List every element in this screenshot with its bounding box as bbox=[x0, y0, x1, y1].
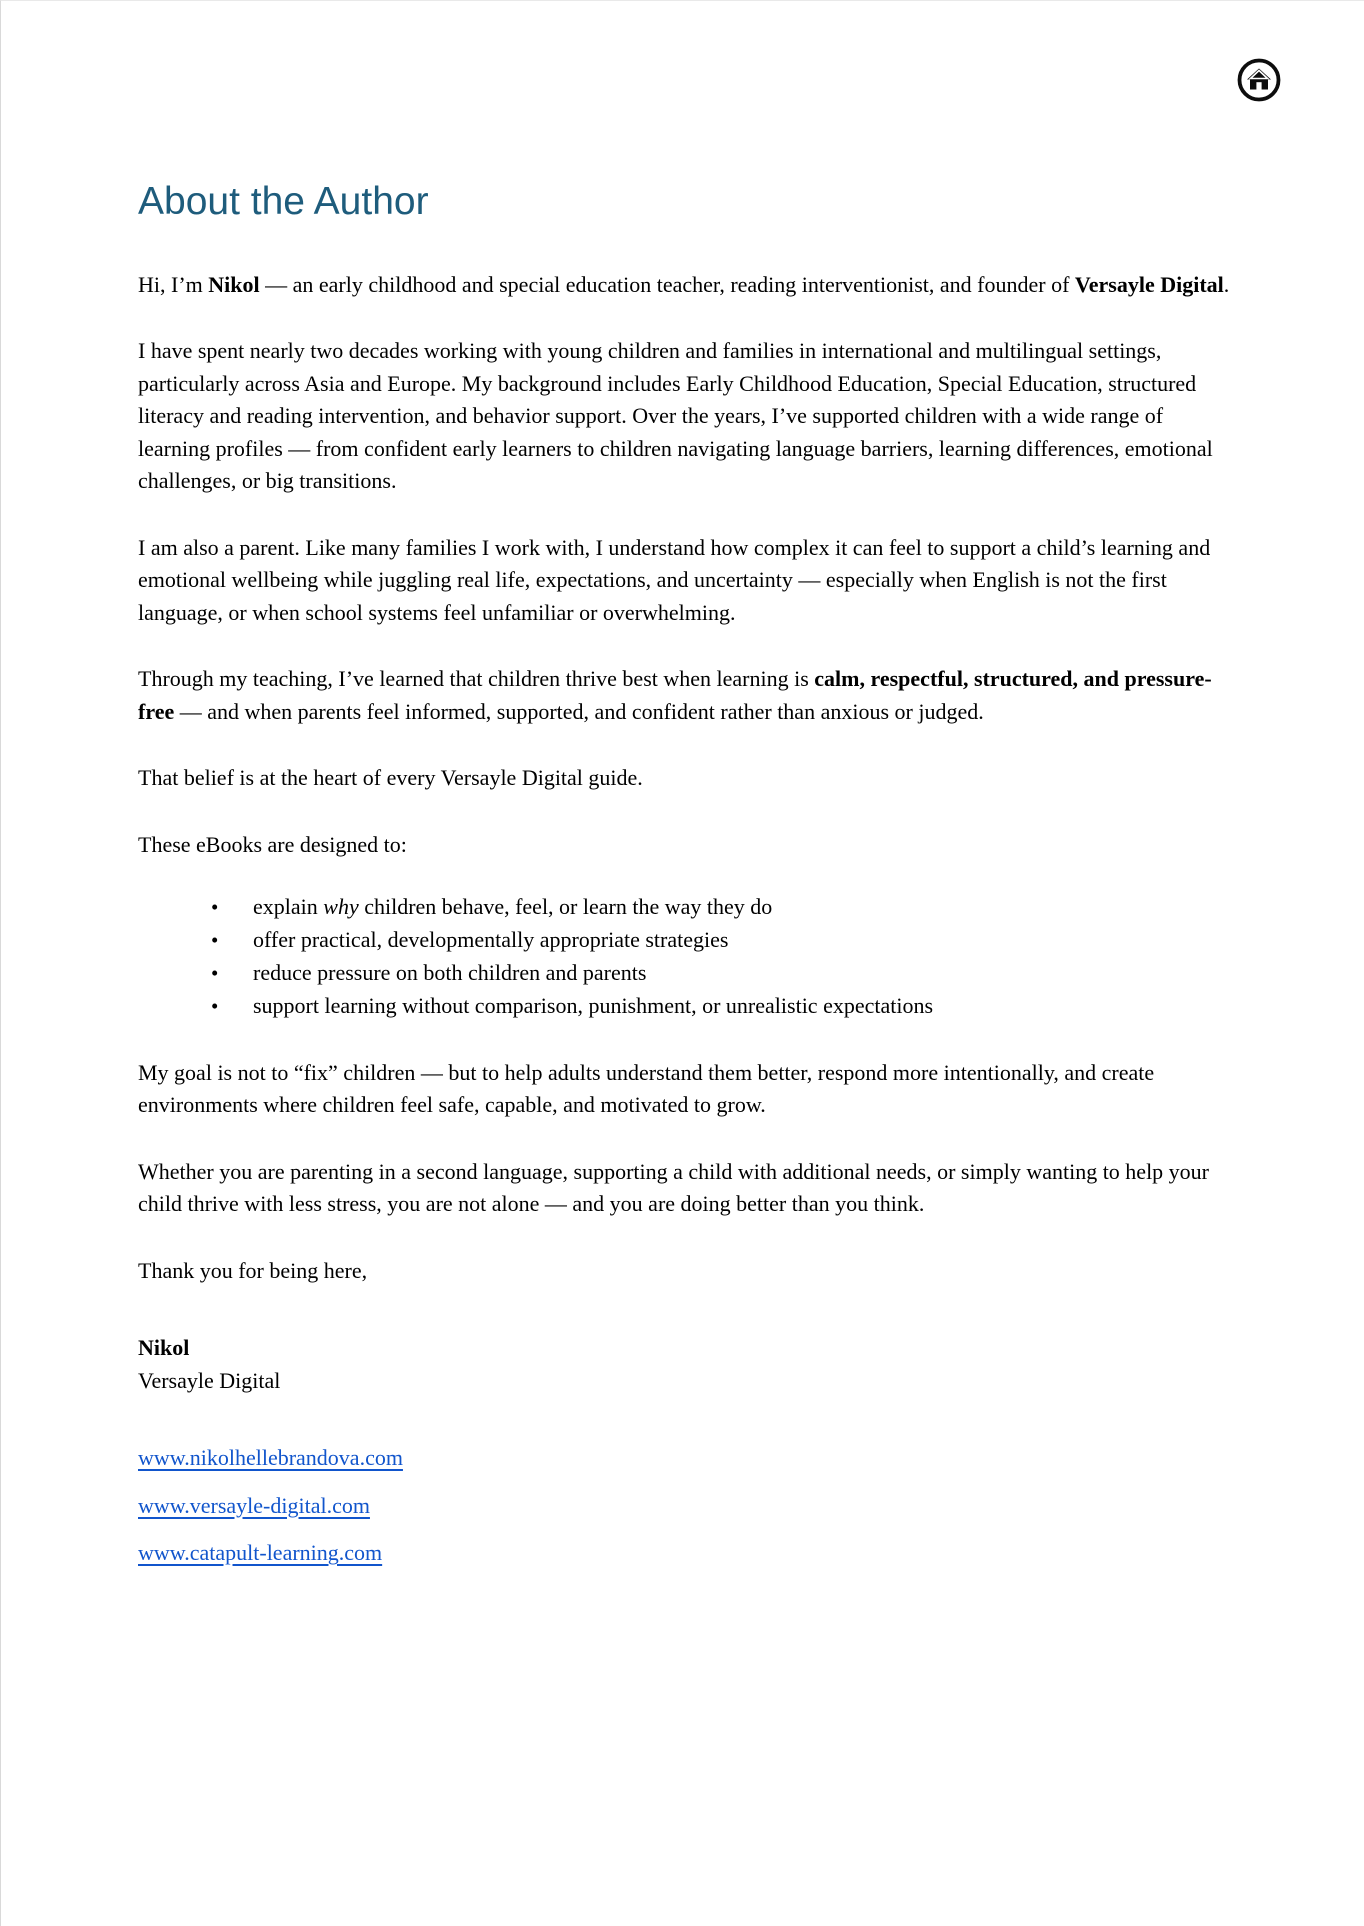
paragraph bbox=[138, 829, 1235, 862]
text-run: why bbox=[323, 894, 359, 920]
text-run: Nikol bbox=[208, 271, 260, 297]
paragraph bbox=[138, 335, 1235, 498]
website-link[interactable]: www.catapult-learning.com bbox=[138, 1540, 383, 1566]
text-run: These eBooks are designed to: bbox=[138, 831, 407, 857]
text-run: calm, respectful, structured, and pressure-free bbox=[138, 666, 1212, 724]
text-run: offer practical, developmentally appropriate strategies bbox=[253, 927, 729, 953]
paragraph bbox=[138, 269, 1235, 302]
paragraph bbox=[138, 663, 1235, 728]
paragraph bbox=[138, 532, 1235, 630]
text-run: Thank you for being here, bbox=[138, 1257, 368, 1283]
bullet-list bbox=[138, 891, 1235, 1022]
text-run: Whether you are parenting in a second language, supporting a child with additional needs, or simply wanting to help your child thrive with less stress, you are not alone — and you are doing better than you think. bbox=[138, 1158, 1210, 1217]
paragraph bbox=[138, 1255, 1235, 1288]
home-icon bbox=[1236, 57, 1282, 103]
bullet-item bbox=[211, 990, 1235, 1023]
text-run: children behave, feel, or learn the way they do bbox=[358, 894, 773, 920]
text-run: Hi, I’m bbox=[138, 271, 209, 297]
bullet-item bbox=[211, 924, 1235, 957]
text-run: I have spent nearly two decades working with young children and families in international and multilingual settings, particularly across Asia and Europe. My background includes Early Childhood Education, Special Education, structured literacy and reading intervention, and behavior support. Over the years, I’ve supported children with a wide range of learning profiles — from confident early learners to children navigating language barriers, learning differences, emotional challenges, or big transitions. bbox=[138, 338, 1213, 494]
text-run: My goal is not to “fix” children — but to help adults understand them better, respond more intentionally, and create environments where children feel safe, capable, and motivated to grow. bbox=[138, 1059, 1155, 1118]
text-run: explain bbox=[253, 894, 324, 920]
website-link[interactable]: www.versayle-digital.com bbox=[138, 1492, 370, 1518]
signature-name: Nikol bbox=[138, 1335, 190, 1361]
text-run: Through my teaching, I’ve learned that children thrive best when learning is bbox=[138, 666, 815, 692]
bullet-item bbox=[211, 891, 1235, 924]
intro-paragraphs bbox=[138, 269, 1235, 862]
bullet-item bbox=[211, 957, 1235, 990]
page-title: About the Author bbox=[138, 180, 429, 223]
website-links bbox=[138, 1442, 1235, 1570]
paragraph bbox=[138, 1156, 1235, 1221]
text-run: . bbox=[1223, 271, 1230, 297]
page-content bbox=[138, 181, 1235, 1585]
website-link[interactable]: www.nikolhellebrandova.com bbox=[138, 1445, 403, 1471]
text-run: support learning without comparison, punishment, or unrealistic expectations bbox=[253, 992, 934, 1018]
signature-block bbox=[138, 1332, 1235, 1397]
text-run: Versayle Digital bbox=[1074, 271, 1224, 297]
signature-company: Versayle Digital bbox=[138, 1367, 281, 1393]
outro-paragraphs bbox=[138, 1057, 1235, 1288]
text-run: That belief is at the heart of every Versayle Digital guide. bbox=[138, 765, 643, 791]
text-run: I am also a parent. Like many families I work with, I understand how complex it can feel to support a child’s learning and emotional wellbeing while juggling real life, expectations, and uncertainty — especially when English is not the first language, or when school systems feel unfamiliar or overwhelming. bbox=[138, 534, 1211, 625]
paragraph bbox=[138, 762, 1235, 795]
text-run: — an early childhood and special education teacher, reading interventionist, and founder of bbox=[259, 271, 1075, 297]
paragraph bbox=[138, 1057, 1235, 1122]
text-run: reduce pressure on both children and parents bbox=[253, 959, 647, 985]
home-button[interactable] bbox=[1236, 57, 1282, 103]
text-run: — and when parents feel informed, supported, and confident rather than anxious or judged. bbox=[174, 698, 984, 724]
